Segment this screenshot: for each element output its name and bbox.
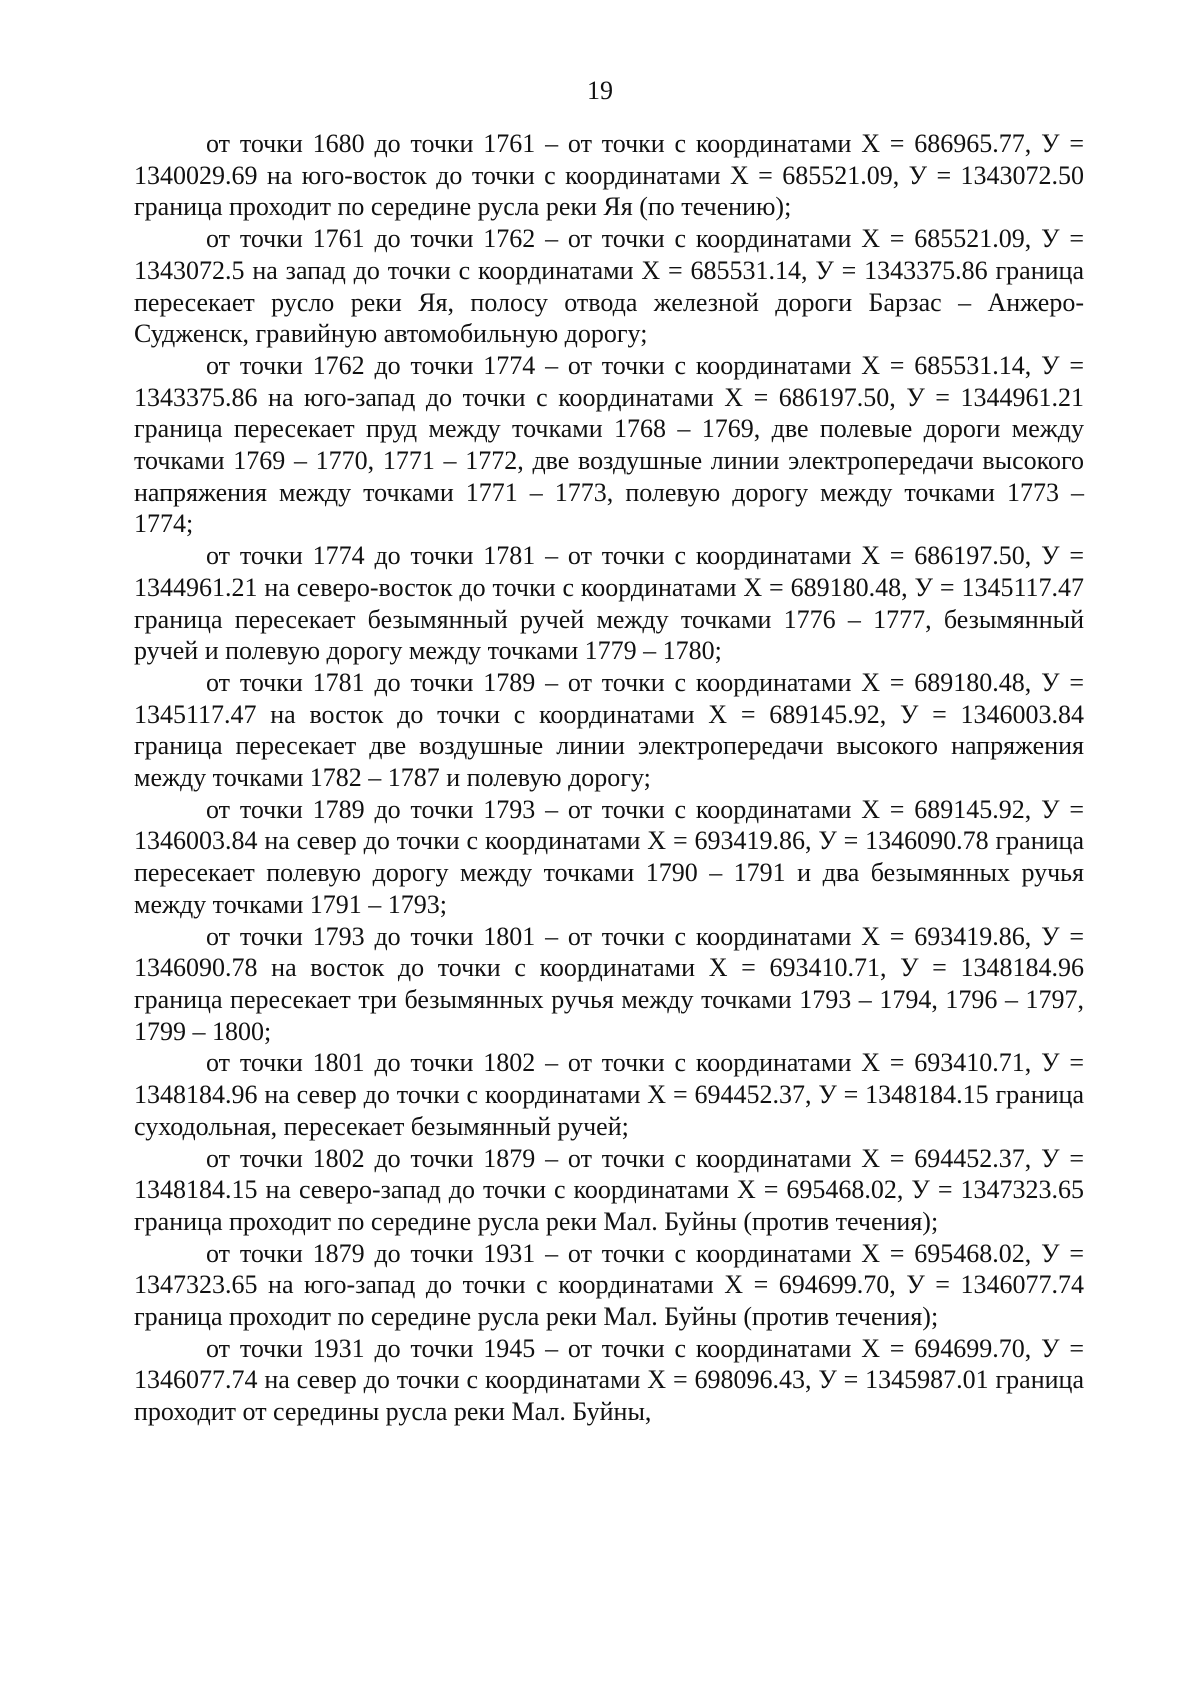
document-body <box>134 128 1084 1428</box>
paragraph: от точки 1761 до точки 1762 – от точки с координатами X = 685521.09, У = 1343072.5 на запад до точки с координатами X = 685531.14, У = 1343375.86 граница пересекает русло реки Яя, полосу отвода железной дороги Барзас – Анжеро-Судженск, гравийную автомобильную дорогу; <box>134 224 1084 349</box>
paragraph: от точки 1931 до точки 1945 – от точки с координатами X = 694699.70, У = 1346077.74 на север до точки с координатами X = 698096.43, У = 1345987.01 граница проходит от середины русла реки Мал. Буйны, <box>134 1333 1084 1427</box>
paragraph: от точки 1781 до точки 1789 – от точки с координатами X = 689180.48, У = 1345117.47 на восток до точки с координатами X = 689145.92, У = 1346003.84 граница пересекает две воздушные линии электропередачи высокого напряжения между точками 1782 – 1787 и полевую дорогу; <box>134 667 1084 793</box>
page-number: 19 <box>587 76 613 105</box>
paragraph: от точки 1789 до точки 1793 – от точки с координатами X = 689145.92, У = 1346003.84 на север до точки с координатами X = 693419.86, У = 1346090.78 граница пересекает полевую дорогу между точками 1790 – 1791 и два безымянных ручья между точками 1791 – 1793; <box>134 794 1084 919</box>
paragraph: от точки 1793 до точки 1801 – от точки с координатами X = 693419.86, У = 1346090.78 на восток до точки с координатами X = 693410.71, У = 1348184.96 граница пересекает три безымянных ручья между точками 1793 – 1794, 1796 – 1797, 1799 – 1800; <box>134 921 1084 1046</box>
paragraph: от точки 1774 до точки 1781 – от точки с координатами X = 686197.50, У = 1344961.21 на северо-восток до точки с координатами X = 689180.48, У = 1345117.47 граница пересекает безымянный ручей между точками 1776 – 1777, безымянный ручей и полевую дорогу между точками 1779 – 1780; <box>134 541 1084 666</box>
paragraph: от точки 1802 до точки 1879 – от точки с координатами X = 694452.37, У = 1348184.15 на северо-запад до точки с координатами X = 695468.02, У = 1347323.65 граница проходит по середине русла реки Мал. Буйны (против течения); <box>134 1143 1084 1236</box>
paragraph: от точки 1680 до точки 1761 – от точки с координатами X = 686965.77, У = 1340029.69 на юго-восток до точки с координатами X = 685521.09, У = 1343072.50 граница проходит по середине русла реки Яя (по течению); <box>134 129 1084 222</box>
paragraph: от точки 1762 до точки 1774 – от точки с координатами X = 685531.14, У = 1343375.86 на юго-запад до точки с координатами X = 686197.50, У = 1344961.21 граница пересекает пруд между точками 1768 – 1769, две полевые дороги между точками 1769 – 1770, 1771 – 1772, две воздушные линии электропередачи высокого напряжения между точками 1771 – 1773, полевую дорогу между точками 1773 – 1774; <box>134 350 1084 539</box>
paragraph: от точки 1801 до точки 1802 – от точки с координатами X = 693410.71, У = 1348184.96 на север до точки с координатами X = 694452.37, У = 1348184.15 граница суходольная, пересекает безымянный ручей; <box>134 1048 1084 1141</box>
paragraph: от точки 1879 до точки 1931 – от точки с координатами X = 695468.02, У = 1347323.65 на юго-запад до точки с координатами X = 694699.70, У = 1346077.74 граница проходит по середине русла реки Мал. Буйны (против течения); <box>134 1238 1084 1332</box>
